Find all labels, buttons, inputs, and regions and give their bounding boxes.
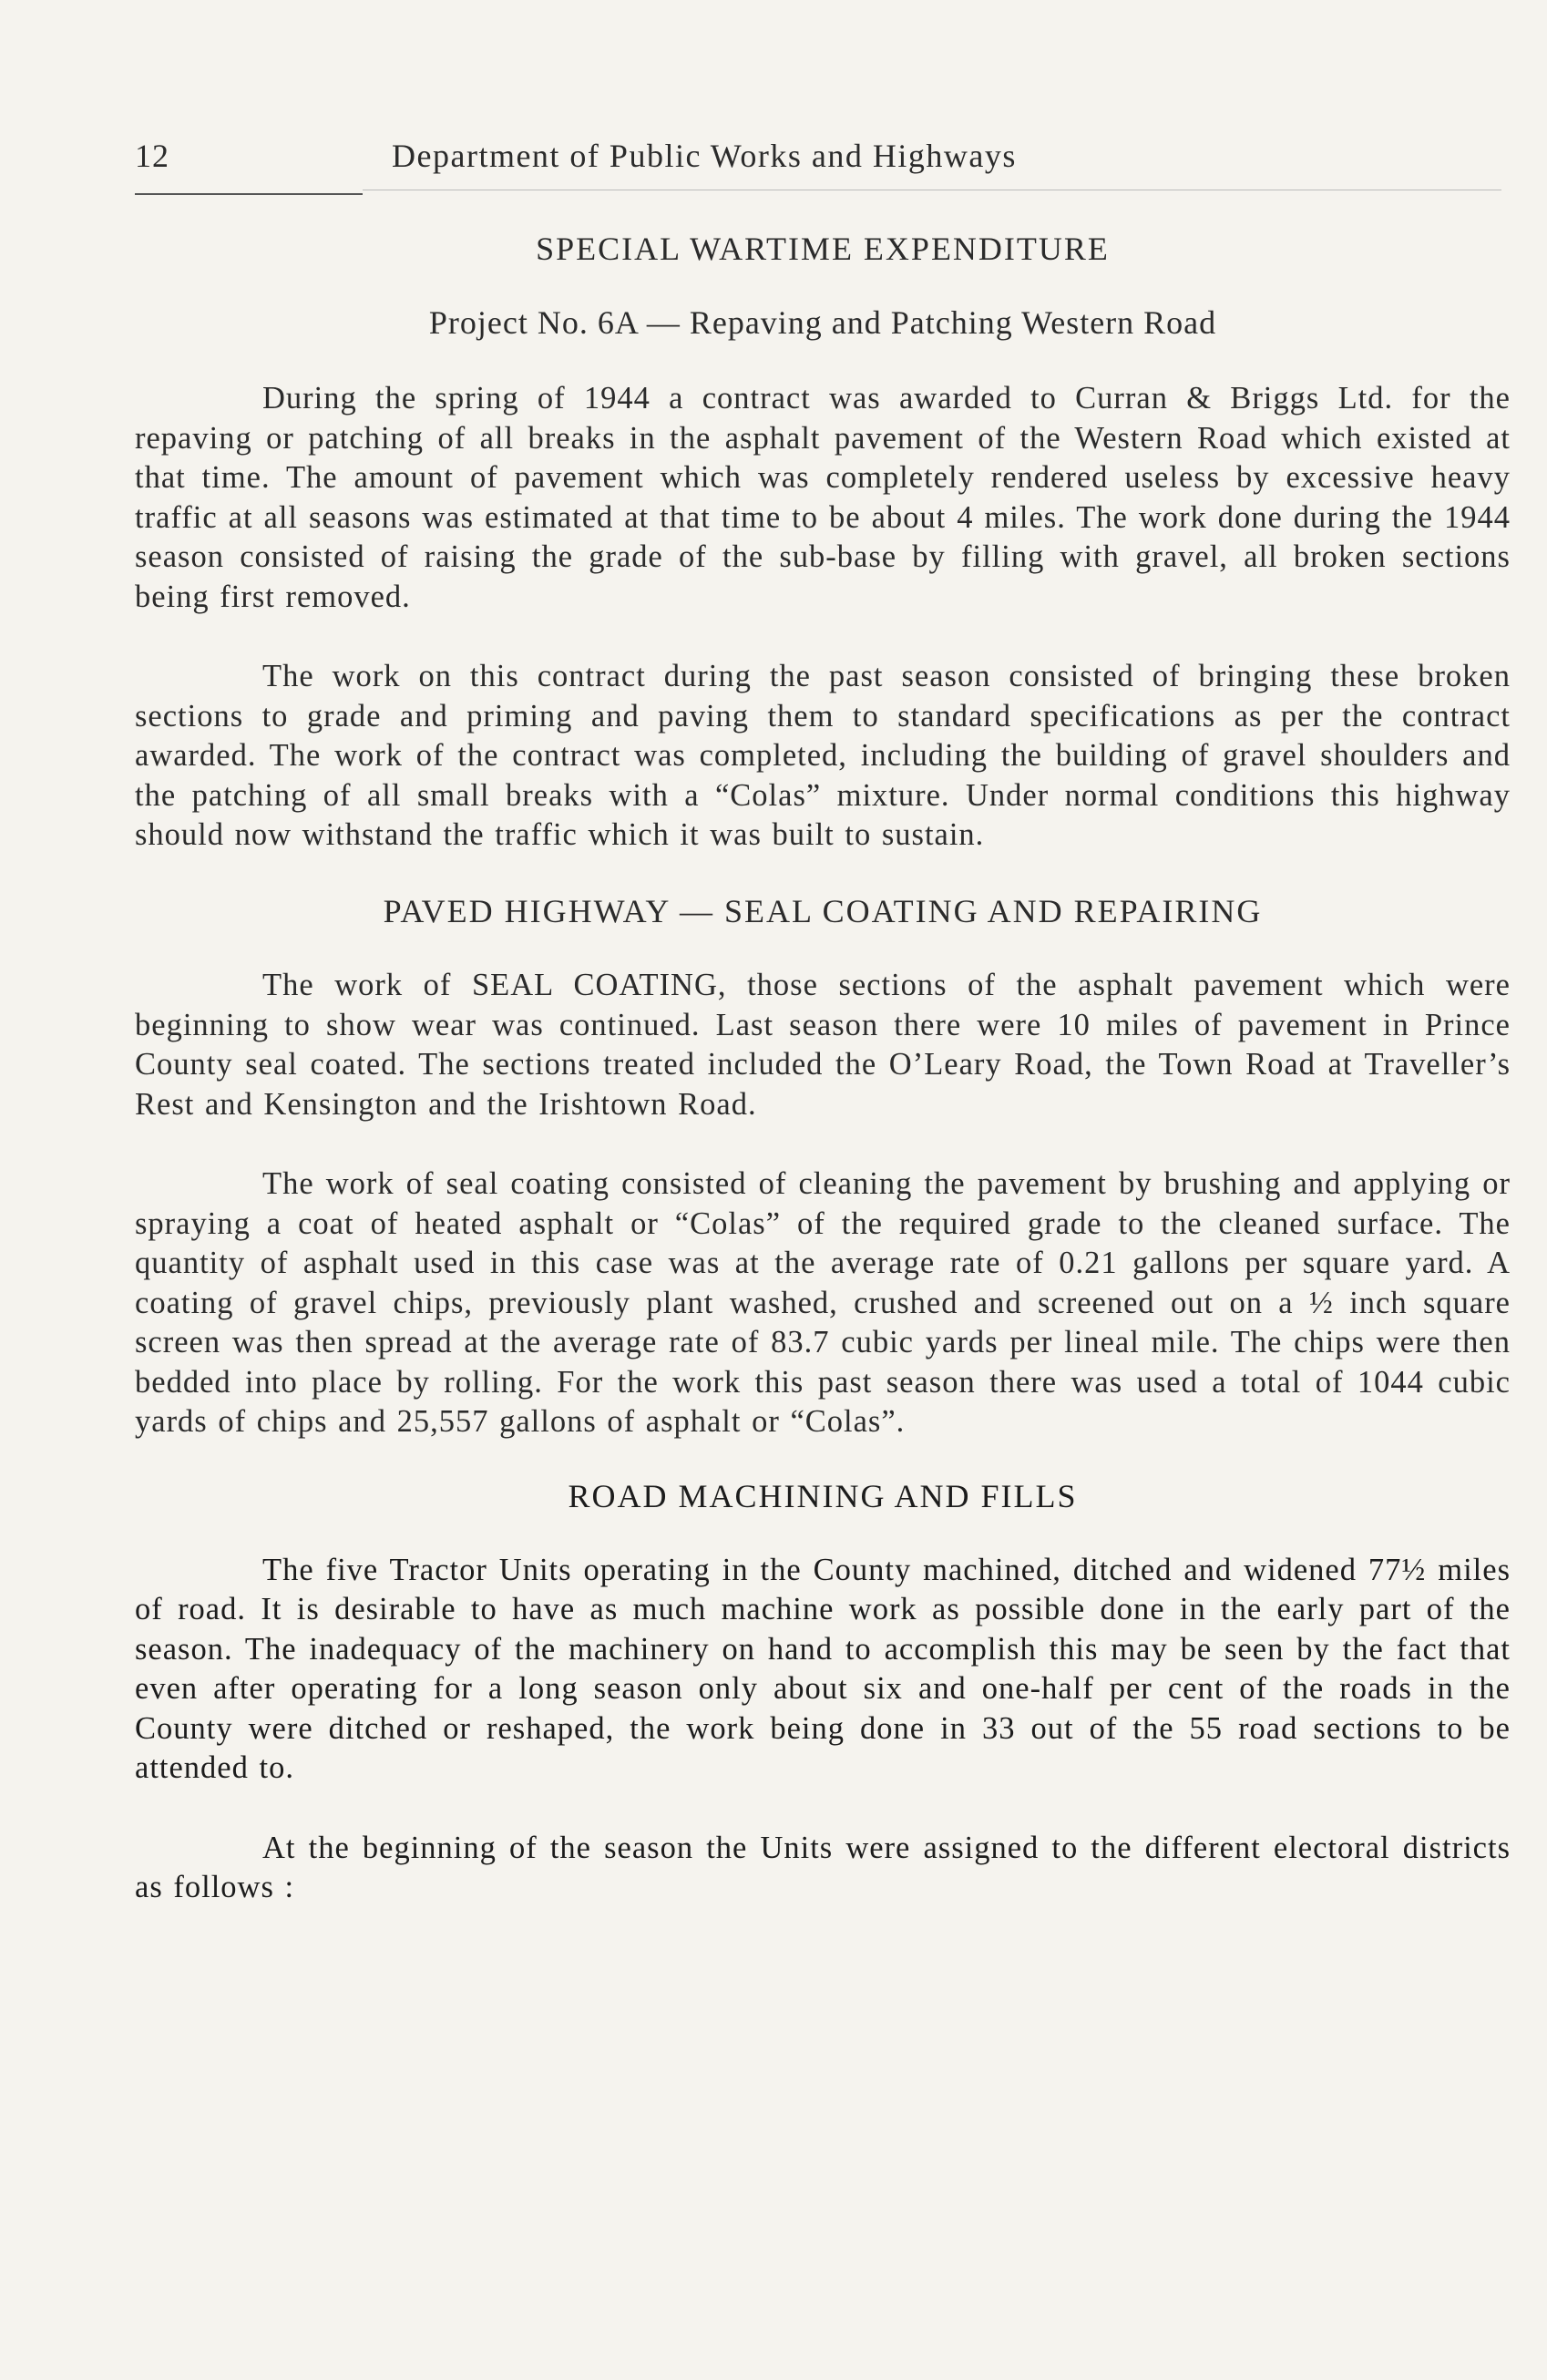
paragraph-unit-assignment: At the beginning of the season the Units were assigned to the different electoral districts as follows : (135, 1830, 1511, 1905)
running-head: Department of Public Works and Highways (392, 138, 1017, 174)
paragraph-tractor-units: The five Tractor Units operating in the County machined, ditched and widened 77½ miles of road. It is desirable to have as much machine work as possible done in the early part of the season. The inadequacy of the machinery on hand to accomplish this may be seen by the fact that even after operating for a long season only about six and one-half per cent of the roads in the County were ditched or reshaped, the work being done in 33 out of the 55 road sections to be attended to. (135, 1552, 1511, 1786)
paragraph-seal-coating: The work of SEAL COATING, those sections of the asphalt pavement which were beginning to show wear was continued. Last season there were 10 miles of pavement in Prince County seal coated. The sections treated included the O’Leary Road, the Town Road at Traveller’s Rest and Kensington and the Irishtown Road. (135, 968, 1511, 1122)
section-heading-special-wartime: SPECIAL WARTIME EXPENDITURE (536, 231, 1110, 267)
header-rule (135, 193, 363, 195)
page-header (135, 137, 1501, 191)
page-number: 12 (135, 138, 169, 174)
page-content (135, 230, 1511, 1908)
section-heading-road-machining: ROAD MACHINING AND FILLS (568, 1477, 1078, 1514)
section-heading-paved-highway: PAVED HIGHWAY — SEAL COATING AND REPAIRING (383, 892, 1263, 929)
project-subheading: Project No. 6A — Repaving and Patching Western Road (428, 304, 1217, 342)
paragraph-western-road-contract: During the spring of 1944 a contract was awarded to Curran & Briggs Ltd. for the repaving or patching of all breaks in the asphalt pavement of the Western Road which existed at that time. The amount of pavement which was completely rendered useless by excessive heavy traffic at all seasons was estimated at that time to be about 4 miles. The work done during the 1944 season consisted of raising the grade of the sub-base by filling with gravel, all broken sections being first removed. (135, 381, 1511, 614)
paragraph-contract-work: The work on this contract during the past season consisted of bringing these broken sections to grade and priming and paving them to standard specifications as per the contract awarded. The work of the contract was completed, including the building of gravel shoulders and the patching of all small breaks with a “Colas” mixture. Under normal conditions this highway should now withstand the traffic which it was built to sustain. (135, 659, 1511, 853)
paragraph-seal-coating-process: The work of seal coating consisted of cleaning the pavement by brushing and applying or spraying a coat of heated asphalt or “Colas” of the required grade to the cleaned surface. The quantity of asphalt used in this case was at the average rate of 0.21 gallons per square yard. A coating of gravel chips, previously plant washed, crushed and screened out on a ½ inch square screen was then spread at the average rate of 83.7 cubic yards per lineal mile. The chips were then bedded into place by rolling. For the work this past season there was used a total of 1044 cubic yards of chips and 25,557 gallons of asphalt or “Colas”. (135, 1166, 1511, 1440)
